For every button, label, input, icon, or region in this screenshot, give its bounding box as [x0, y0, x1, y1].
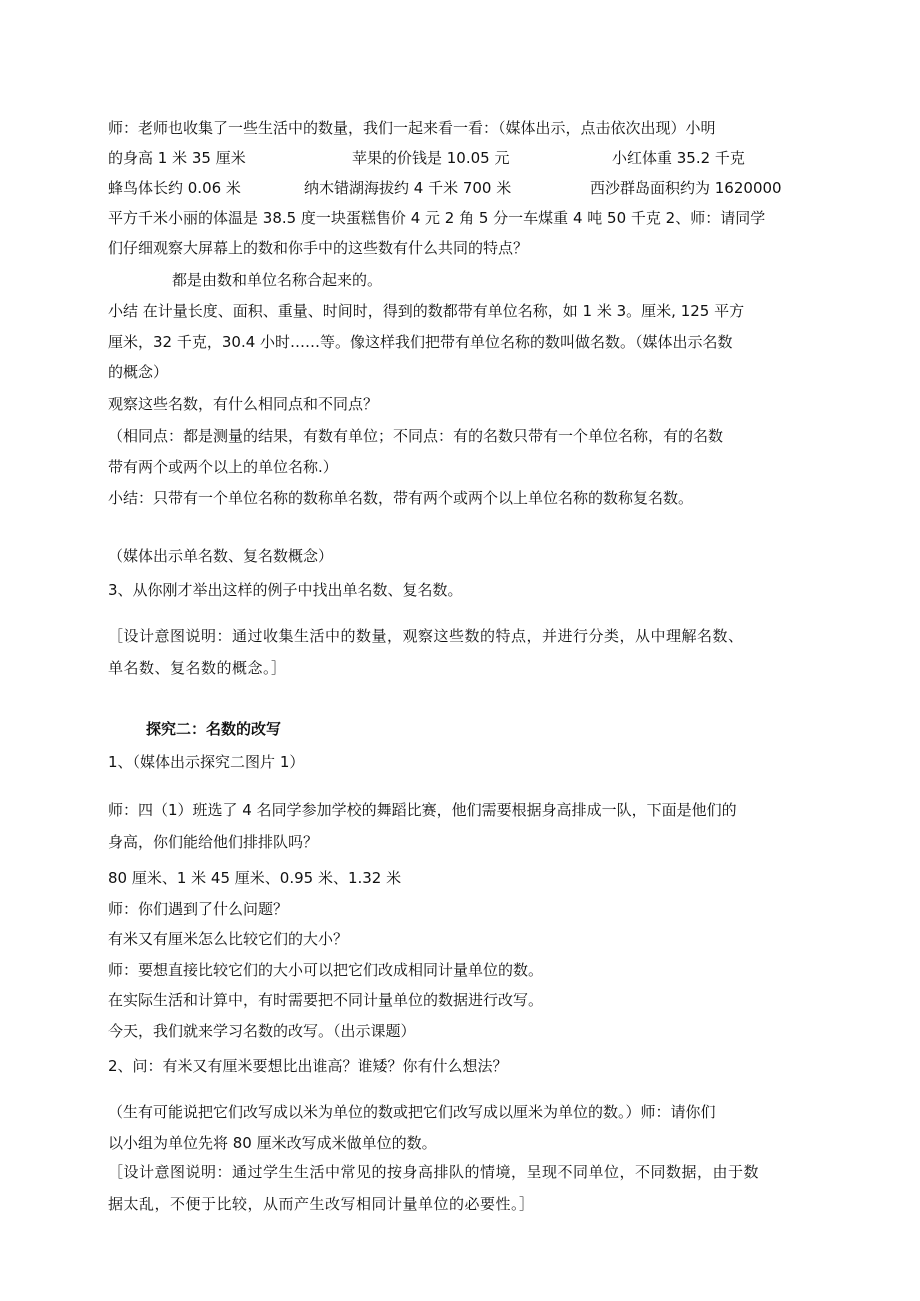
paragraph-line: 师：四（1）班选了 4 名同学参加学校的舞蹈比赛，他们需要根据身高排成一队，下面是他们的	[108, 801, 737, 819]
example-apple-price: 苹果的价钱是 10.05 元	[352, 149, 510, 167]
example-hummingbird: 蜂鸟体长约 0.06 米	[108, 179, 241, 197]
example-height: 的身高 1 米 35 厘米	[108, 149, 246, 167]
design-note-line: 据太乱，不便于比较，从而产生改写相同计量单位的必要性。］	[108, 1195, 535, 1213]
paragraph-line: 们仔细观察大屏幕上的数和你手中的这些数有什么共同的特点？	[108, 239, 529, 257]
heights-list: 80 厘米、1 米 45 厘米、0.95 米、1.32 米	[108, 869, 402, 887]
paragraph-line: 1、（媒体出示探究二图片 1）	[108, 753, 305, 771]
paragraph-line: 厘米，32 千克，30.4 小时……等。像这样我们把带有单位名称的数叫做名数。（媒体出示名数	[108, 333, 733, 351]
paragraph-line: 以小组为单位先将 80 厘米改写成米做单位的数。	[108, 1134, 437, 1152]
answer-line: 都是由数和单位名称合起来的。	[172, 271, 383, 289]
summary-line: 小结 在计量长度、面积、重量、时间时，得到的数都带有单位名称，如 1 米 3。厘米, 125 平方	[108, 302, 745, 320]
example-weight: 小红体重 35.2 千克	[612, 149, 745, 167]
paragraph-line: 2、问：有米又有厘米要想比出谁高？谁矮？你有什么想法？	[108, 1057, 508, 1075]
paragraph-line: 身高，你们能给他们排排队吗？	[108, 833, 319, 851]
paragraph-line: （相同点：都是测量的结果，有数有单位；不同点：有的名数只带有一个单位名称，有的名数	[108, 427, 724, 445]
example-lake-altitude: 纳木错湖海拔约 4 千米 700 米	[304, 179, 512, 197]
paragraph-line: （生有可能说把它们改写成以米为单位的数或把它们改写成以厘米为单位的数。）师：请你们	[108, 1103, 716, 1121]
paragraph-line: 的概念）	[108, 363, 169, 381]
paragraph-line: 师：老师也收集了一些生活中的数量，我们一起来看一看：（媒体出示，点击依次出现）小明	[108, 119, 716, 137]
design-note-line: ［设计意图说明：通过收集生活中的数量，观察这些数的特点，并进行分类，从中理解名数、	[108, 627, 744, 645]
paragraph-line: 有米又有厘米怎么比较它们的大小？	[108, 930, 349, 948]
paragraph-line: （媒体出示单名数、复名数概念）	[108, 547, 334, 565]
summary-line: 小结：只带有一个单位名称的数称单名数，带有两个或两个以上单位名称的数称复名数。	[108, 489, 694, 507]
design-note-line: 单名数、复名数的概念。］	[108, 659, 287, 677]
paragraph-line: 平方千米小丽的体温是 38.5 度一块蛋糕售价 4 元 2 角 5 分一车煤重 4 吨 50 千克 2、师：请同学	[108, 209, 766, 227]
paragraph-line: 今天，我们就来学习名数的改写。（出示课题）	[108, 1022, 416, 1040]
paragraph-line: 师：你们遇到了什么问题？	[108, 900, 289, 918]
question-line: 观察这些名数，有什么相同点和不同点？	[108, 395, 379, 413]
example-island-area: 西沙群岛面积约为 1620000	[590, 179, 782, 197]
paragraph-line: 师：要想直接比较它们的大小可以把它们改成相同计量单位的数。	[108, 961, 544, 979]
section-heading: 探究二：名数的改写	[146, 720, 282, 738]
paragraph-line: 在实际生活和计算中，有时需要把不同计量单位的数据进行改写。	[108, 991, 544, 1009]
paragraph-line: 3、从你刚才举出这样的例子中找出单名数、复名数。	[108, 581, 463, 599]
paragraph-line: 带有两个或两个以上的单位名称.）	[108, 458, 338, 476]
design-note-line: ［设计意图说明：通过学生生活中常见的按身高排队的情境，呈现不同单位，不同数据，由于数	[108, 1163, 760, 1181]
